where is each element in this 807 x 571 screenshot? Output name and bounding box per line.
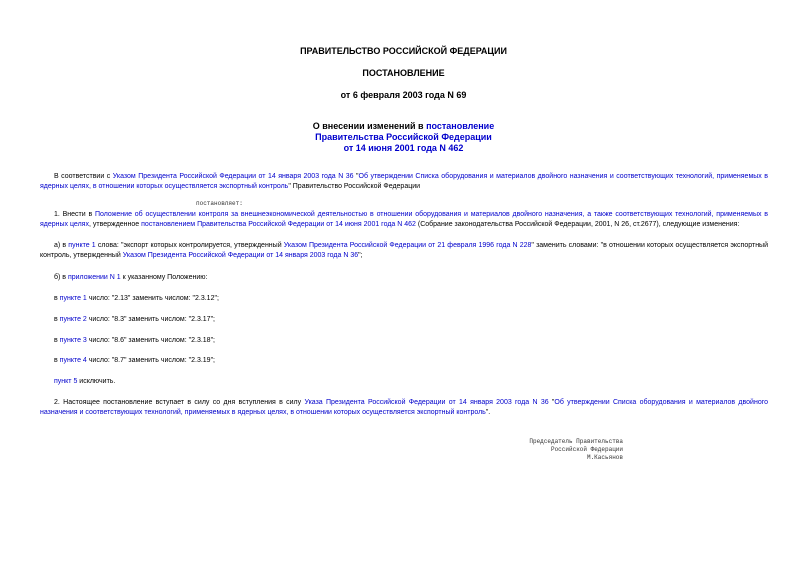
title-link-resolution[interactable]: постановление — [426, 121, 495, 131]
signature-country: Российской Федерации — [550, 446, 623, 453]
item-a-point-link[interactable]: пункте 1 — [68, 242, 96, 249]
item-a-decree-2003-link[interactable]: Указом Президента Российской Федерации от 14 января 2003 года N 36 — [122, 252, 359, 259]
item1-text-3: (Собрание законодательства Российской Федерации, 2001, N 26, ст.2677), следующие изменения: — [415, 221, 740, 228]
sub-item-3-link[interactable]: пункте 3 — [59, 337, 87, 344]
item-a-decree-1996-link[interactable]: Указом Президента Российской Федерации от 21 февраля 1996 года N 228 — [283, 242, 532, 249]
intro-text-1: В соответствии с — [54, 173, 113, 180]
item1-regulation-link[interactable]: Положение об осуществлении контроля за внешнеэкономической деятельностью в отношении оборудования и материалов двойного назначения, а также соответствующих технологий, применяемых в ядерных целях — [40, 211, 768, 228]
decree-word: постановляет: — [196, 200, 243, 207]
government-heading: ПРАВИТЕЛЬСТВО РОССИЙСКОЙ ФЕДЕРАЦИИ — [300, 46, 507, 56]
item2-text-2: " — [548, 399, 555, 406]
exclude-point-link[interactable]: пункт 5 — [54, 378, 78, 385]
sub-item-1-post: число: "2.13" заменить числом: "2.3.12"; — [86, 295, 219, 302]
item2-list-link[interactable]: Об утверждении Списка оборудования и материалов двойного назначения и соответствующих технологий, применяемых в ядерных целях, в отношении которых осуществляется экспортный контроль — [40, 399, 769, 416]
sub-item-2-post: число: "8.3" заменить числом: "2.3.17"; — [86, 316, 215, 323]
item-a-text-2: слова: "экспорт которых контролируется, утвержденный — [95, 242, 284, 249]
sub-item-3 — [54, 336, 215, 346]
item-b-text-1: б) в — [54, 274, 68, 281]
exclude-text: исключить. — [77, 378, 116, 385]
intro-text-2: " — [353, 173, 359, 180]
item-b-text-2: к указанному Положению: — [120, 274, 208, 281]
title-prefix: О внесении изменений в — [312, 121, 427, 131]
sub-item-1 — [54, 294, 219, 304]
item1-resolution-link[interactable]: постановлением Правительства Российской Федерации от 14 июня 2001 года N 462 — [141, 221, 416, 228]
item2-decree-link[interactable]: Указа Президента Российской Федерации от 14 января 2003 года N 36 — [304, 399, 549, 406]
sub-item-2 — [54, 315, 215, 325]
item-a-text-3: " заменить словами: "в отношении которых осуществляется экспортный контроль, утвержденный — [40, 242, 768, 259]
sub-item-4-post: число: "8.7" заменить числом: "2.3.19"; — [86, 357, 215, 364]
signature-position: Председатель Правительства — [529, 438, 623, 445]
item2-text-3: ". — [485, 409, 491, 416]
sub-item-3-post: число: "8.6" заменить числом: "2.3.18"; — [86, 337, 215, 344]
sub-item-4-pre: в — [54, 357, 60, 364]
intro-text-3: " Правительство Российской Федерации — [288, 183, 421, 190]
signature-name: М.Касьянов — [586, 454, 623, 461]
item-a-text-4: "; — [358, 252, 363, 259]
sub-item-4 — [54, 356, 215, 366]
item-b-paragraph — [40, 273, 768, 283]
document-date: от 6 февраля 2003 года N 69 — [340, 90, 467, 100]
item-a-text-1: а) в — [54, 242, 69, 249]
sub-item-1-pre: в — [54, 295, 60, 302]
item-b-appendix-link[interactable]: приложении N 1 — [67, 274, 121, 281]
sub-item-1-link[interactable]: пункте 1 — [59, 295, 87, 302]
intro-decree-link[interactable]: Указом Президента Российской Федерации от 14 января 2003 года N 36 — [112, 173, 354, 180]
item1-text-2: , утвержденное — [88, 221, 142, 228]
item1-text-1: 1. Внести в — [54, 211, 95, 218]
sub-item-3-pre: в — [54, 337, 60, 344]
document-type-heading: ПОСТАНОВЛЕНИЕ — [362, 68, 445, 78]
exclude-item — [54, 377, 115, 387]
signature-block — [529, 438, 623, 462]
title-link-date[interactable]: от 14 июня 2001 года N 462 — [343, 143, 464, 153]
item1-paragraph — [40, 210, 768, 230]
item2-paragraph — [40, 398, 768, 418]
intro-paragraph — [40, 172, 768, 192]
title-link-government[interactable]: Правительства Российской Федерации — [315, 132, 492, 142]
item2-text-1: 2. Настоящее постановление вступает в силу со дня вступления в силу — [54, 399, 305, 406]
document-title — [0, 121, 807, 154]
sub-item-4-link[interactable]: пункте 4 — [59, 357, 87, 364]
sub-item-2-pre: в — [54, 316, 60, 323]
sub-item-2-link[interactable]: пункте 2 — [59, 316, 87, 323]
item-a-paragraph — [40, 241, 768, 261]
intro-list-link[interactable]: Об утверждении Списка оборудования и материалов двойного назначения и соответствующих технологий, применяемых в ядерных целях, в отношении которых осуществляется экспортный контроль — [40, 173, 768, 190]
